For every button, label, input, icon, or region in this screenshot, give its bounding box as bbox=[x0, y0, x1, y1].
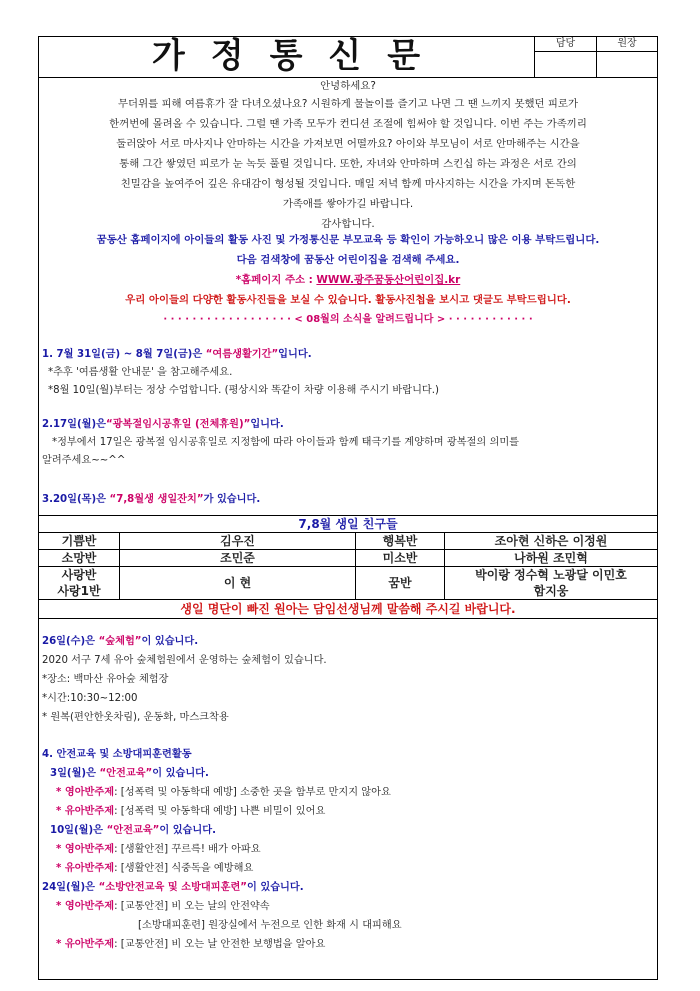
topic-text: : [교통안전] 비 오는 날 안전한 보행법을 알아요 bbox=[114, 939, 326, 950]
section1-line: *8월 10일(월)부터는 정상 수업합니다. (평상시와 똑같이 차량 이용해 주시기 바랍니다.) bbox=[48, 385, 439, 396]
safety-day10-quote: “안전교육” bbox=[106, 825, 160, 836]
intro-line: 친밀감을 높여주어 깊은 유대감이 형성될 것입니다. 매일 저녁 함께 마사지하는 시간을 가지며 돈독한 bbox=[120, 178, 576, 190]
table-cell: 미소반 bbox=[356, 550, 445, 567]
topic-text: : [생활안전] 식중독을 예방해요 bbox=[114, 863, 254, 874]
sign-label-director: 원장 bbox=[597, 36, 657, 52]
table-cell: 행복반 bbox=[356, 533, 445, 550]
homepage-url-link[interactable]: WWW.광주꿈동산어린이집.kr bbox=[316, 274, 461, 286]
section3-heading-tail: 가 있습니다. bbox=[203, 494, 261, 505]
photo-notice: 우리 아이들의 다양한 활동사진들을 보실 수 있습니다. 활동사진첩을 보시고 댓글도 부탁드립니다. bbox=[125, 294, 571, 306]
table-cell: 조민준 bbox=[120, 550, 356, 567]
sign-box-director bbox=[597, 36, 657, 77]
topic-text: : [교통안전] 비 오는 날의 안전약속 bbox=[114, 901, 270, 912]
safety-day10-text: 10일(월)은 bbox=[50, 825, 107, 836]
sign-box-manager bbox=[535, 36, 597, 77]
bullet-icon: * bbox=[56, 863, 65, 874]
safety-day24-quote: “소방안전교육 및 소방대피훈련” bbox=[98, 882, 247, 893]
topic-item bbox=[56, 899, 270, 915]
safety-day3-tail: 이 있습니다. bbox=[152, 768, 209, 779]
table-cell: 이 현 bbox=[120, 567, 356, 600]
forest-heading bbox=[42, 634, 198, 650]
section4-heading: 4. 안전교육 및 소방대피훈련활동 bbox=[42, 749, 192, 760]
safety-day3-text: 3일(월)은 bbox=[50, 768, 100, 779]
section2-line: 알려주세요~~^^ bbox=[42, 455, 126, 466]
forest-heading-text: 26일(수)은 bbox=[42, 636, 99, 647]
forest-line: *시간:10:30~12:00 bbox=[42, 693, 138, 704]
section2-line: *정부에서 17일은 광복절 임시공휴일로 지정함에 따라 아이들과 함께 태극기를 계양하며 광복절의 의미를 bbox=[52, 437, 520, 448]
table-row bbox=[39, 533, 658, 550]
sign-label-manager: 담당 bbox=[535, 36, 596, 52]
table-row bbox=[39, 567, 658, 600]
topic-label: 영아반주제 bbox=[64, 901, 115, 912]
homepage-address bbox=[38, 270, 658, 290]
search-notice: 다음 검색창에 꿈동산 어린이집을 검색해 주세요. bbox=[236, 254, 460, 266]
table-cell: 나하원 조민혁 bbox=[445, 550, 658, 567]
table-cell: 꿈반 bbox=[356, 567, 445, 600]
bullet-icon: * bbox=[56, 787, 65, 798]
child-names: 함지웅 bbox=[533, 584, 569, 598]
table-row bbox=[39, 550, 658, 567]
table-cell bbox=[39, 567, 120, 600]
class-name: 사랑1반 bbox=[57, 584, 101, 598]
section2-heading bbox=[42, 417, 284, 433]
class-name: 사랑반 bbox=[61, 568, 97, 582]
page-title: 가정통신문 bbox=[38, 36, 535, 77]
topic-text: : [성폭력 및 아동학대 예방] 나쁜 비밀이 있어요 bbox=[114, 806, 326, 817]
safety-day10-tail: 이 있습니다. bbox=[159, 825, 216, 836]
table-cell: 조아현 신하은 이정원 bbox=[445, 533, 658, 550]
topic-text: : [성폭력 및 아동학대 예방] 소중한 곳을 함부로 만지지 않아요 bbox=[114, 787, 391, 798]
safety-day24-heading bbox=[42, 880, 304, 896]
bullet-icon: * bbox=[56, 844, 65, 855]
section2-heading-quote: “광복절임시공휴일 (전체휴원)” bbox=[105, 419, 251, 430]
bullet-icon: * bbox=[56, 806, 65, 817]
topic-item bbox=[56, 861, 253, 877]
header bbox=[38, 36, 658, 78]
section3-heading-text: 3.20일(목)은 bbox=[42, 494, 110, 505]
topic-label: 영아반주제 bbox=[64, 787, 115, 798]
notice bbox=[38, 230, 658, 330]
topic-text: : [생활안전] 꾸르륵! 배가 아파요 bbox=[114, 844, 261, 855]
table-cell: 소망반 bbox=[39, 550, 120, 567]
forest-line: *장소: 백마산 유아숲 체험장 bbox=[42, 674, 169, 685]
topic-item bbox=[56, 804, 325, 820]
forest-heading-tail: 이 있습니다. bbox=[141, 636, 199, 647]
month-news-divider: · · · · · · · · · · · · · · · · · · < 08월의 소식을 알려드립니다 > · · · · · · · · · · · · bbox=[163, 314, 533, 325]
birthday-table bbox=[38, 515, 658, 619]
homepage-address-label: *홈페이지 주소 : bbox=[235, 274, 317, 286]
forest-heading-quote: “숲체험” bbox=[98, 636, 142, 647]
topic-item bbox=[56, 785, 391, 801]
intro-line: 둘러앉아 서로 마사지나 안마하는 시간을 가져보면 어떨까요? 아이와 부모님이 서로 안마해주는 시간을 bbox=[116, 138, 580, 150]
section1-heading-quote: “여름생활기간” bbox=[205, 349, 279, 360]
intro-line: 가족애를 쌓아가길 바랍니다. bbox=[282, 198, 414, 210]
forest-line: * 원복(편안한옷차림), 운동화, 마스크착용 bbox=[42, 712, 229, 723]
homepage-notice: 꿈동산 홈페이지에 아이들의 활동 사진 및 가정통신문 부모교육 등 확인이 가능하오니 많은 이용 부탁드립니다. bbox=[96, 234, 600, 246]
safety-day3-quote: “안전교육” bbox=[99, 768, 153, 779]
birthday-table-title: 7,8월 생일 친구들 bbox=[39, 516, 658, 533]
table-row bbox=[39, 516, 658, 533]
topic-item bbox=[56, 842, 261, 858]
topic-label: 영아반주제 bbox=[64, 844, 115, 855]
bullet-icon: * bbox=[56, 901, 65, 912]
section2-heading-text: 2.17일(월)은 bbox=[42, 419, 106, 430]
birthday-note: 생일 명단이 빠진 원아는 담임선생님께 말씀해 주시길 바랍니다. bbox=[39, 600, 658, 619]
safety-day10-heading bbox=[50, 823, 216, 839]
topic-item bbox=[56, 937, 325, 953]
section2-heading-tail: 입니다. bbox=[250, 419, 284, 430]
section3-heading bbox=[42, 492, 260, 508]
table-cell: 기쁨반 bbox=[39, 533, 120, 550]
safety-day24-text: 24일(월)은 bbox=[42, 882, 99, 893]
topic-text-continued: [소방대피훈련] 원장실에서 누전으로 인한 화재 시 대피해요 bbox=[138, 920, 402, 931]
section3-heading-quote: “7,8월생 생일잔치” bbox=[109, 494, 204, 505]
intro-line: 무더위를 피해 여름휴가 잘 다녀오셨나요? 시원하게 물놀이를 즐기고 나면 그 땐 느끼지 못했던 피로가 bbox=[118, 98, 578, 110]
safety-day3-heading bbox=[50, 766, 209, 782]
section1-heading-tail: 입니다. bbox=[278, 349, 312, 360]
section1-heading bbox=[42, 347, 312, 363]
greeting: 안녕하세요? bbox=[320, 80, 376, 92]
intro-line: 통해 그간 쌓였던 피로가 눈 녹듯 풀릴 것입니다. 또한, 자녀와 안마하며 스킨십 하는 과정은 서로 간의 bbox=[119, 158, 577, 170]
topic-label: 유아반주제 bbox=[64, 939, 115, 950]
table-cell: 김우진 bbox=[120, 533, 356, 550]
table-cell bbox=[445, 567, 658, 600]
bullet-icon: * bbox=[56, 939, 65, 950]
section1-heading-text: 1. 7월 31일(금) ~ 8월 7일(금)은 bbox=[42, 349, 206, 360]
intro-line: 한꺼번에 몰려올 수 있습니다. 그럴 땐 가족 모두가 컨디션 조절에 힘써야 할 것입니다. 이번 주는 가족끼리 bbox=[109, 118, 587, 130]
topic-label: 유아반주제 bbox=[64, 806, 115, 817]
safety-day24-tail: 이 있습니다. bbox=[246, 882, 304, 893]
forest-line: 2020 서구 7세 유아 숲체험원에서 운영하는 숲체험이 있습니다. bbox=[42, 655, 327, 666]
topic-label: 유아반주제 bbox=[64, 863, 115, 874]
table-row bbox=[39, 600, 658, 619]
thanks-line: 감사합니다. bbox=[321, 218, 375, 230]
section1-line: *추후 '여름생활 안내문' 을 참고해주세요. bbox=[48, 367, 233, 378]
intro bbox=[38, 78, 658, 234]
child-names: 박이랑 정수혁 노광달 이민호 bbox=[475, 568, 627, 582]
